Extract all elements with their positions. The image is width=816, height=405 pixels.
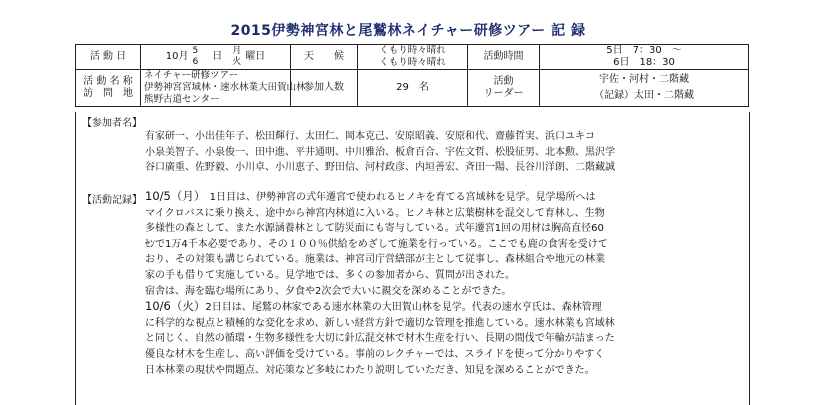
activity-labels bbox=[76, 70, 141, 107]
report-line: 宿舎は、海を臨む場所にあり、夕食や2次会で大いに親交を深めることができた。 bbox=[145, 285, 512, 297]
visit-place-label: 訪 問 地 bbox=[83, 88, 133, 99]
visit-place-1: 伊勢神宮宮域林・速水林業大田賀山林 bbox=[144, 82, 306, 93]
weekdays bbox=[232, 46, 241, 68]
date-days bbox=[192, 46, 198, 68]
members-list bbox=[145, 129, 615, 176]
participant-count: 29 名 bbox=[358, 70, 468, 107]
date-day-2: 6 bbox=[192, 57, 199, 67]
report-line: 優良な材木を生産し、高い評価を受けている。事前のレクチャーでは、スライドを使って分かりやすく bbox=[145, 348, 605, 360]
leader-label-line-1: 活動 bbox=[493, 76, 514, 87]
recorders: （記録）太田・二階藏 bbox=[594, 90, 694, 101]
time-day-2: 6日 18：30 bbox=[613, 57, 675, 68]
leaders: 宇佐・河村・二階藏 bbox=[599, 74, 689, 85]
info-row-activity bbox=[76, 70, 749, 107]
report-label: 【活動記録】 bbox=[82, 195, 142, 206]
leader-label-line-2: リーダー bbox=[483, 88, 524, 99]
report-line: おり、その対策も講じられている。施業は、神宮司庁営繕部が主として従事し、森林組合や地元の林業 bbox=[145, 254, 605, 266]
weekday-2: 火 bbox=[232, 57, 242, 67]
report-line: 日本林業の現状や問題点、対応策など多岐にわたり説明していただき、知見を深めることができた。 bbox=[145, 364, 595, 376]
activity-name: ネイチャー研修ツアー bbox=[144, 70, 239, 81]
visit-place-2: 熊野古道センター bbox=[144, 94, 220, 105]
report-line: マイクロバスに乗り換え、途中から神宮内林道に入いる。ヒノキ林と広葉樹林を混交して育林し、生物 bbox=[145, 207, 605, 219]
report-line: 家の手も借りて実施している。見学地では、多くの参加者から、質問が出された。 bbox=[145, 269, 515, 281]
date-month: 10月 bbox=[165, 51, 189, 62]
day1-heading: 10/5（月） bbox=[145, 189, 200, 203]
day2-first-line bbox=[145, 299, 743, 316]
date-label: 活 動 日 bbox=[76, 45, 141, 70]
time-value bbox=[540, 45, 749, 70]
leader-value bbox=[540, 70, 749, 107]
report-line: ｾﾝで1万4千本必要であり、その１００％供給をめざして施業を行っている。ここでも鹿の食害を受けて bbox=[145, 238, 608, 250]
day1-first-line bbox=[145, 189, 743, 206]
leader-label bbox=[468, 70, 540, 107]
weather-day-1: くもり時々晴れ bbox=[379, 45, 446, 56]
weekday-1: 月 bbox=[232, 46, 242, 56]
date-day-1: 5 bbox=[192, 46, 199, 56]
members-label: 【参加者名】 bbox=[82, 118, 142, 129]
day2-first-text: 2日目は、尾鷲の林家である速水林業の大田賀山林を見学。代表の速水亨氏は、森林管理 bbox=[205, 302, 602, 314]
record-body bbox=[75, 112, 750, 405]
report-text bbox=[145, 189, 743, 378]
activity-values bbox=[141, 70, 306, 107]
weather-label: 天 候 bbox=[291, 45, 358, 70]
info-row-date bbox=[76, 45, 749, 70]
day2-heading: 10/6（火） bbox=[145, 299, 206, 314]
page-title: 2015伊勢神宮林と尾鷲林ネイチャー研修ツアー 記 録 bbox=[230, 23, 586, 39]
members-line: 小泉美智子、小泉俊一、田中進、平井通明、中川雅治、板倉百合、宇佐文哲、松股征男、北本勲、黒沢学 bbox=[145, 146, 615, 158]
report-line: に科学的な視点と積極的な変化を求め、新しい経営方針で適切な管理を推進している。速水林業も宮域林 bbox=[145, 317, 615, 329]
activity-name-label: 活 動 名 称 bbox=[83, 76, 133, 87]
date-day-unit: 日 bbox=[212, 51, 223, 62]
date-value bbox=[141, 45, 291, 70]
time-label: 活動時間 bbox=[468, 45, 540, 70]
weather-day-2: くもり時々晴れ bbox=[379, 57, 446, 68]
weather-value bbox=[358, 45, 468, 70]
members-line: 有家研一、小出佳年子、松田輝行、太田仁、岡本克己、安原昭義、安原和代、齋藤哲実、浜口ユキコ bbox=[145, 131, 595, 142]
weekday-unit: 曜日 bbox=[245, 51, 266, 62]
members-line: 谷口廣重、佐野毅、小川卓、小川恵子、野田信、河村政彦、内垣善宏、斉田一陽、長谷川洋朗、二階藏誠 bbox=[145, 162, 615, 174]
report-line: 多様性の森として、また水源涵養林として防災面にも寄与している。式年遷宮1回の用材は胸高直径60 bbox=[145, 223, 604, 235]
record-info-table bbox=[75, 44, 749, 107]
participant-count-label: 参加人数 bbox=[291, 70, 358, 107]
report-line: と同じく、自然の循環・生物多様性を大切に針広混交林で材木生産を行い、長期の間伐で年輪が詰まった bbox=[145, 333, 615, 345]
time-day-1: 5日 7：30 ～ bbox=[606, 45, 682, 56]
day1-first-text: 1日目は、伊勢神宮の式年遷宮で使われるヒノキを育てる宮域林を見学。見学場所へは bbox=[209, 192, 596, 203]
